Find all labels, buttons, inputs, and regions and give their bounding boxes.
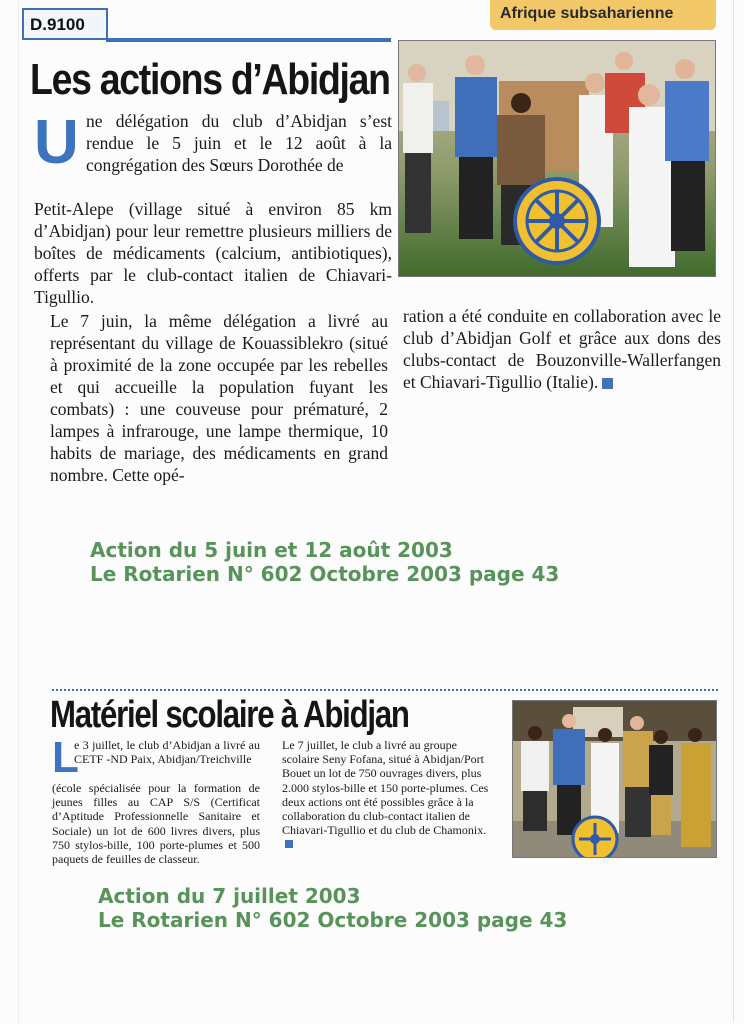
caption2-line2: Le Rotarien N° 602 Octobre 2003 page 43 xyxy=(98,908,568,932)
group-photo-illustration xyxy=(399,41,716,277)
school-photo-illustration xyxy=(513,701,717,858)
article1-dropcap: U xyxy=(34,108,79,177)
article2-paragraph1-rest: (école spécialisée pour la formation de jeunes filles au CAP S/S (Certificat d’Aptitude Professionnelle Sanitaire et Sociale) un lot de 600 livres divers, plus 750 stylos-bille, 100 porte-plumes et 500 paquets de feuilles de classeur. xyxy=(52,781,260,867)
article1-paragraph1-first: ne délégation du club d’Abidjan s’est rendue le 5 juin et le 12 août à la congrégation des Sœurs Dorothée de xyxy=(86,111,392,175)
article2-title: Matériel scolaire à Abidjan xyxy=(50,694,409,736)
region-label: Afrique subsaharienne xyxy=(500,5,674,22)
article1-paragraph2: Le 7 juin, la même délégation a livré au représentant du village de Kouassiblekro (situé à proximité de la zone occupée par les rebelles et qui accueille la population fuyant les combats) : une couveuse pour prématuré, 2 lampes à infrarouge, une lampe thermique, 10 habits de mariage, des médicaments en grand nombre. Cette opé- xyxy=(50,311,388,485)
person-1 xyxy=(403,64,433,233)
document-code-box xyxy=(22,8,108,40)
article1-photo xyxy=(398,40,716,277)
article2-paragraph2 xyxy=(282,738,492,852)
rotary-wheel-icon xyxy=(573,817,617,858)
article1-title: Les actions d’Abidjan xyxy=(30,55,390,104)
article2-dropcap: L xyxy=(52,733,79,782)
section-divider xyxy=(52,689,718,691)
caption2 xyxy=(98,884,567,932)
article2-photo xyxy=(512,700,717,858)
article1-paragraph3 xyxy=(403,305,721,393)
header-rule xyxy=(106,38,391,42)
caption2-line1: Action du 7 juillet 2003 xyxy=(98,884,361,908)
article1-paragraph3-text: ration a été conduite en collaboration avec le club d’Abidjan Golf et grâce aux dons des clubs-contact de Bouzonville-Wallerfangen et Chiavari-Tigullio (Italie). xyxy=(403,306,721,392)
article2-paragraph2-text: Le 7 juillet, le club a livré au groupe scolaire Seny Fofana, situé à Abidjan/Port Bouet un lot de 750 ouvrages divers, plus 2.000 stylos-bille et 150 porte-plumes. Ces deux actions ont été possibles grâce à la collaboration du club-contact italien de Chiavari-Tigullio et du club de Chamonix. xyxy=(282,738,489,838)
article1-paragraph1-rest: Petit-Alepe (village situé à environ 85 km d’Abidjan) pour leur remettre plusieurs milliers de boîtes de médicaments (calcium, antibiotiques), offerts par le club-contact italien de Chiavari-Tigullio. xyxy=(34,199,392,307)
end-mark-icon xyxy=(285,840,293,848)
caption1 xyxy=(90,538,559,586)
caption1-line1: Action du 5 juin et 12 août 2003 xyxy=(90,538,453,562)
document-code: D.9100 xyxy=(30,15,85,34)
region-tab xyxy=(490,0,716,30)
rotary-wheel-icon xyxy=(515,179,599,263)
caption1-line2: Le Rotarien N° 602 Octobre 2003 page 43 xyxy=(90,562,560,586)
article2-paragraph1-first: e 3 juillet, le club d’Abidjan a livré au CETF -ND Paix, Abidjan/Treichville xyxy=(74,738,260,767)
end-mark-icon xyxy=(602,378,613,389)
